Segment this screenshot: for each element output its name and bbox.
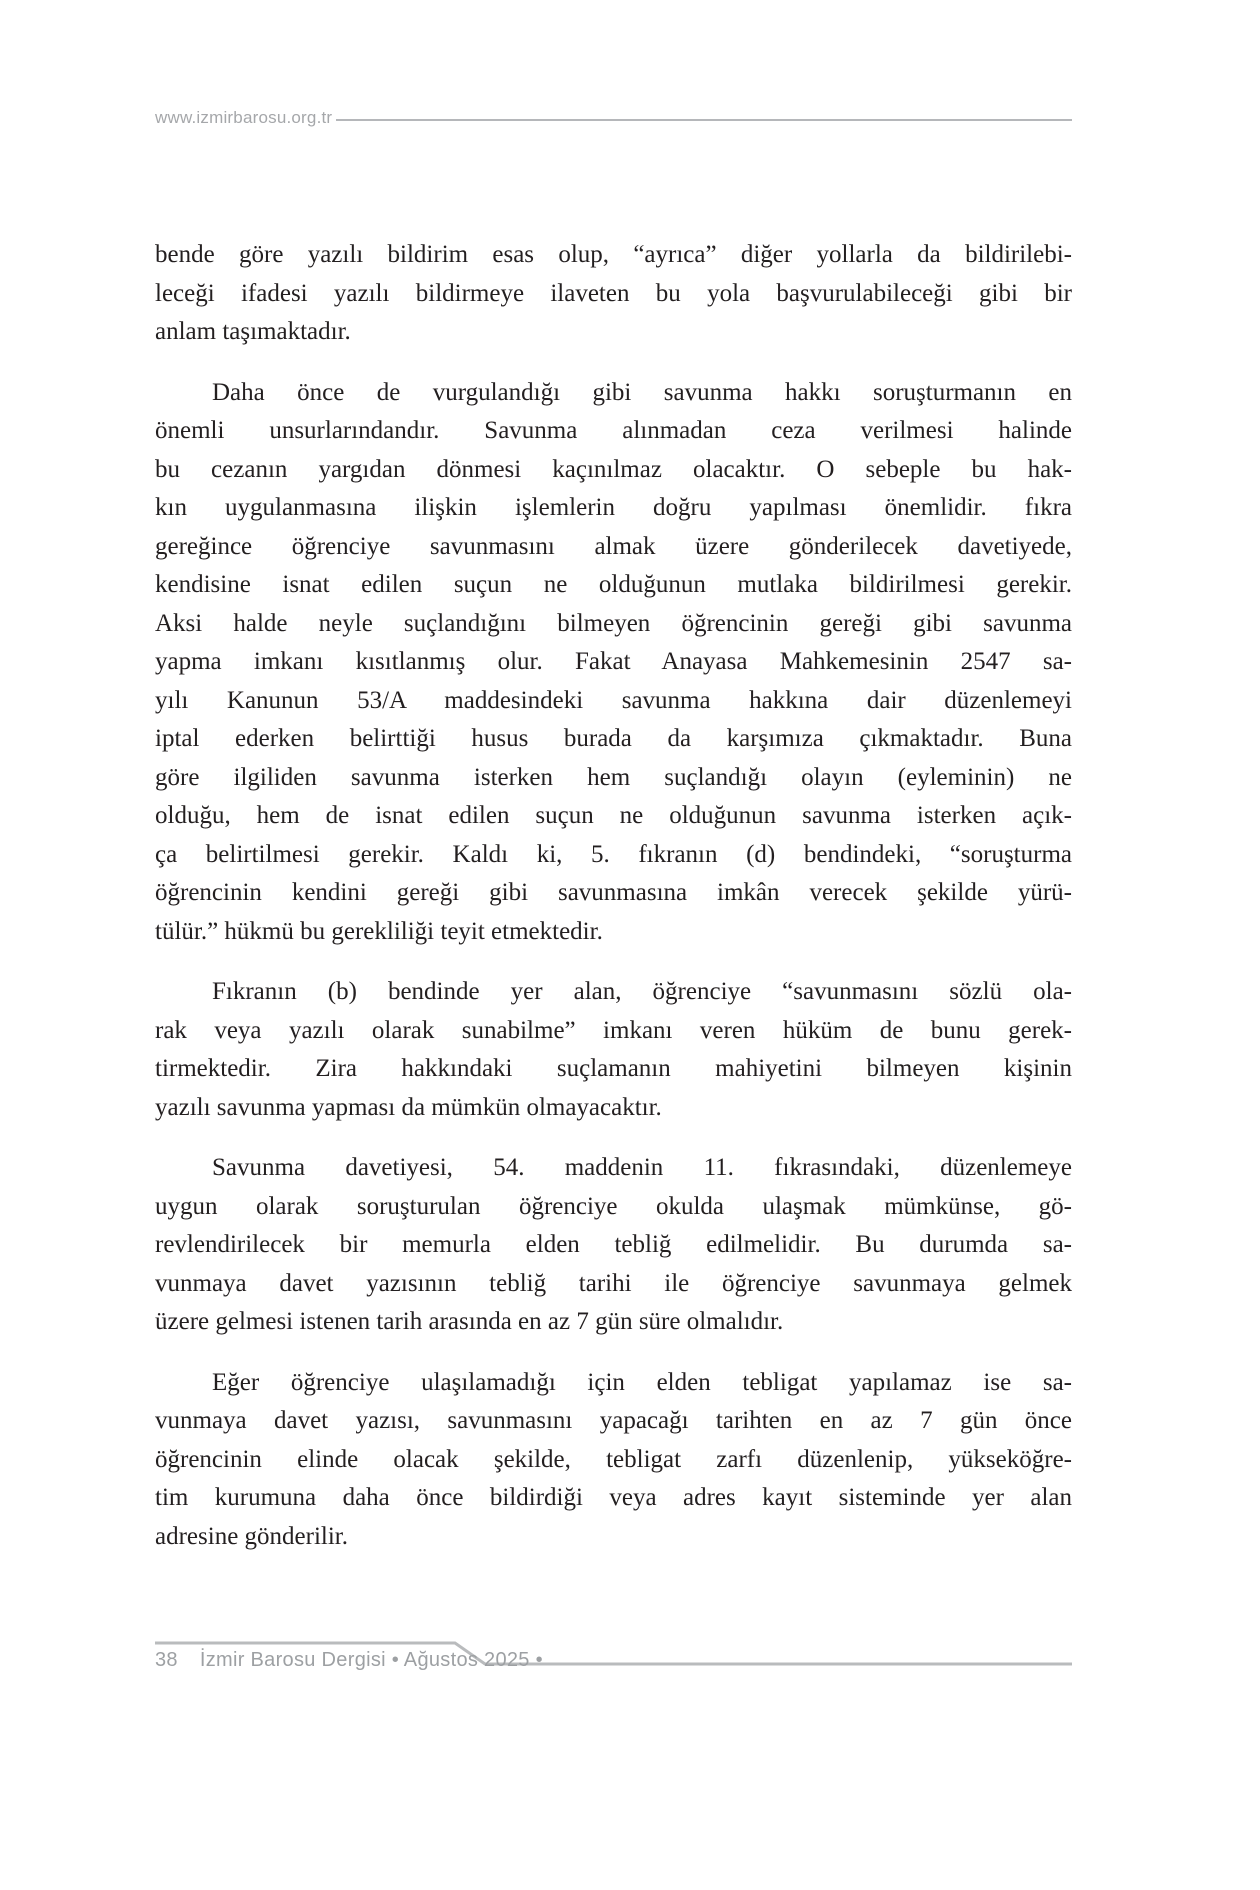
paragraph-line: tülür.” hükmü bu gerekliliği teyit etmektedir. (155, 917, 603, 945)
header-url: www.izmirbarosu.org.tr (155, 108, 333, 127)
paragraph-line: Daha önce de vurgulandığı gibi savunma hakkı soruşturmanın en (212, 378, 1072, 406)
paragraph-line: gereğince öğrenciye savunmasını almak üzere gönderilecek davetiyede, (155, 532, 1072, 560)
paragraph-line: yazılı savunma yapması da mümkün olmayacaktır. (155, 1093, 662, 1121)
paragraph-line: tirmektedir. Zira hakkındaki suçlamanın mahiyetini bilmeyen kişinin (155, 1055, 1072, 1082)
paragraph-line: vunmaya davet yazısı, savunmasını yapacağı tarihten en az 7 gün önce (155, 1407, 1072, 1434)
paragraph-line: vunmaya davet yazısının tebliğ tarihi ile öğrenciye savunmaya gelmek (155, 1269, 1072, 1297)
paragraph-line: önemli unsurlarındandır. Savunma alınmadan ceza verilmesi halinde (155, 417, 1072, 444)
paragraph-line: anlam taşımaktadır. (155, 318, 351, 345)
paragraph-line: öğrencinin elinde olacak şekilde, tebligat zarfı düzenlenip, yükseköğre- (155, 1445, 1072, 1473)
paragraph (155, 1149, 1072, 1342)
paragraph-line: iptal ederken belirttiği husus burada da karşımıza çıkmaktadır. Buna (155, 725, 1072, 752)
paragraph-line: Eğer öğrenciye ulaşılamadığı için elden tebligat yapılamaz ise sa- (212, 1368, 1072, 1396)
paragraph (155, 973, 1072, 1127)
page-number: 38 (155, 1649, 178, 1671)
paragraph-line: üzere gelmesi istenen tarih arasında en az 7 gün süre olmalıdır. (155, 1308, 784, 1335)
paragraph-line: yılı Kanunun 53/A maddesindeki savunma hakkına dair düzenlemeyi (155, 686, 1072, 714)
paragraph-line: Savunma davetiyesi, 54. maddenin 11. fıkrasındaki, düzenlemeye (212, 1154, 1072, 1181)
page-footer (155, 1640, 1072, 1682)
journal-title: İzmir Barosu Dergisi • Ağustos 2025 • (199, 1649, 543, 1671)
paragraph-line: tim kurumuna daha önce bildirdiği veya adres kayıt sisteminde yer alan (155, 1484, 1072, 1511)
paragraph-line: uygun olarak soruşturulan öğrenciye okulda ulaşmak mümkünse, gö- (155, 1192, 1072, 1220)
paragraph-line: Fıkranın (b) bendinde yer alan, öğrenciye “savunmasını sözlü ola- (212, 978, 1072, 1005)
paragraph-line: adresine gönderilir. (155, 1522, 348, 1550)
paragraph-line: bu cezanın yargıdan dönmesi kaçınılmaz olacaktır. O sebeple bu hak- (155, 455, 1072, 483)
header-rule (336, 119, 1072, 121)
paragraph-line: bende göre yazılı bildirim esas olup, “ayrıca” diğer yollarla da bildirilebi- (155, 241, 1072, 268)
paragraph-line: leceği ifadesi yazılı bildirmeye ilaveten bu yola başvurulabileceği gibi bir (155, 279, 1072, 307)
paragraph-line: ça belirtilmesi gerekir. Kaldı ki, 5. fıkranın (d) bendindeki, “soruşturma (155, 840, 1072, 868)
paragraph (155, 1364, 1072, 1557)
paragraph (155, 236, 1072, 352)
paragraph-line: olduğu, hem de isnat edilen suçun ne olduğunun savunma isterken açık- (155, 802, 1072, 829)
paragraph-line: yapma imkanı kısıtlanmış olur. Fakat Anayasa Mahkemesinin 2547 sa- (155, 648, 1072, 675)
paragraph-line: kın uygulanmasına ilişkin işlemlerin doğru yapılması önemlidir. fıkra (155, 494, 1072, 521)
body-text (155, 236, 1072, 1578)
page-header (155, 108, 1072, 128)
paragraph-line: Aksi halde neyle suçlandığını bilmeyen öğrencinin gereği gibi savunma (155, 609, 1072, 637)
paragraph-line: öğrencinin kendini gereği gibi savunmasına imkân verecek şekilde yürü- (155, 879, 1072, 906)
footer-text (155, 1649, 543, 1672)
paragraph-line: revlendirilecek bir memurla elden tebliğ edilmelidir. Bu durumda sa- (155, 1231, 1072, 1258)
paragraph-line: rak veya yazılı olarak sunabilme” imkanı veren hüküm de bunu gerek- (155, 1016, 1072, 1044)
paragraph (155, 374, 1072, 952)
paragraph-line: kendisine isnat edilen suçun ne olduğunun mutlaka bildirilmesi gerekir. (155, 571, 1072, 598)
paragraph-line: göre ilgiliden savunma isterken hem suçlandığı olayın (eyleminin) ne (155, 763, 1072, 791)
